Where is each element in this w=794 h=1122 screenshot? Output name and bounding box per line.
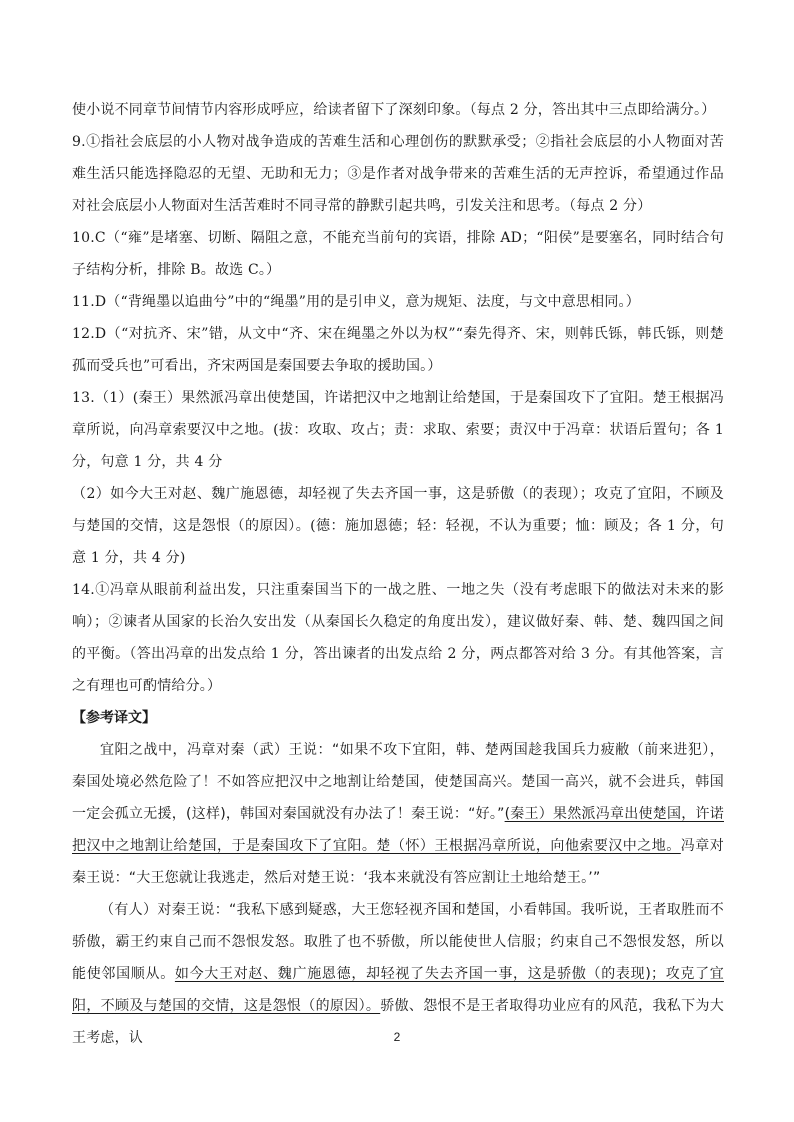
translation-p1-underlined: (秦王）果然派冯章出使楚国，许诺把汉中之地割让给楚国，于是秦国攻下了宜阳。楚（怀）王根据冯章所说，向他索要汉中之地。 — [72, 806, 724, 854]
translation-heading: 【参考译文】 — [72, 710, 156, 726]
answer-13-part-1: 13.（1）(秦王）果然派冯章出使楚国，许诺把汉中之地割让给楚国，于是秦国攻下了宜阳。楚王根据冯章所说，向冯章索要汉中之地。(拔：攻取、攻占；责：求取、索要；责汉中于冯章：状语后置句；各 1 分，句意 1 分，共 4 分 — [72, 390, 724, 470]
translation-p1-text-a: 宜阳之战中，冯章对秦（武）王说：“如果不攻下宜阳，韩、楚两国趁我国兵力疲敝（前来进犯），秦国处境必然危险了！不如答应把汉中之地割让给楚国，使楚国高兴。楚国一高兴，就不会进兵，韩国一定会孤立无援，(这样)，韩国对秦国就没有办法了！秦王说：“好。” — [72, 742, 724, 822]
document-body — [72, 94, 724, 1054]
page-number: 2 — [393, 1030, 401, 1044]
answer-12: 12.D（“对抗齐、宋”错，从文中“齐、宋在绳墨之外以为权”“秦先得齐、宋，则韩氏铄，韩氏铄，则楚孤而受兵也”可看出，齐宋两国是秦国要去争取的援助国。） — [72, 326, 724, 374]
translation-p2-text-a: （有人）对秦王说：“我私下感到疑惑，大王您轻视齐国和楚国，小看韩国。我听说，王者取胜而不骄傲，霸王约束自己而不怨恨发怒。取胜了也不骄傲，所以能使世人信服；约束自己不怨恨发怒，所以能使邻国顺从。 — [72, 902, 724, 982]
translation-paragraph-1 — [72, 734, 724, 894]
translation-p2-text-c: 骄傲、怨恨不是王者取得功业应有的风范，我私下为大王考虑，认 — [72, 998, 724, 1046]
answer-11: 11.D（“背绳墨以追曲兮”中的“绳墨”用的是引申义，意为规矩、法度，与文中意思相同。） — [72, 294, 640, 310]
answer-10: 10.C（“雍”是堵塞、切断、隔阻之意，不能充当前句的宾语，排除 AD；“阳侯”是要塞名，同时结合句子结构分析，排除 B。故选 C。） — [72, 230, 724, 278]
answer-13-part-2: （2）如今大王对赵、魏广施恩德，却轻视了失去齐国一事，这是骄傲（的表现）；攻克了宜阳，不顾及与楚国的交情，这是怨恨（的原因）。(德：施加恩德；轻：轻视，不认为重要；恤：顾及；各 1 分，句意 1 分，共 4 分) — [72, 486, 724, 566]
answer-9: 9.①指社会底层的小人物对战争造成的苦难生活和心理创伤的默默承受；②指社会底层的小人物面对苦难生活只能选择隐忍的无望、无助和无力；③是作者对战争带来的苦难生活的无声控诉，希望通过作品对社会底层小人物面对生活苦难时不同寻常的静默引起共鸣，引发关注和思考。（每点 2 分） — [72, 134, 724, 214]
translation-p2-underlined: 如今大王对赵、魏广施恩德，却轻视了失去齐国一事，这是骄傲（的表现)；攻克了宜阳，不顾及与楚国的交情，这是怨恨（的原因）。 — [72, 966, 724, 1014]
answer-continuation: 使小说不同章节间情节内容形成呼应，给读者留下了深刻印象。（每点 2 分，答出其中三点即给满分。） — [72, 102, 716, 118]
answer-14: 14.①冯章从眼前利益出发，只注重秦国当下的一战之胜、一地之失（没有考虑眼下的做法对未来的影响）；②谏者从国家的长治久安出发（从秦国长久稳定的角度出发），建议做好秦、韩、楚、魏四国之间的平衡。（答出冯章的出发点给 1 分，答出谏者的出发点给 2 分，两点都答对给 3 分。有其他答案，言之有理也可酌情给分。） — [72, 582, 724, 694]
translation-p1-text-c: 冯章对秦王说：“大王您就让我逃走，然后对楚王说：‘我本来就没有答应割让土地给楚王。’” — [72, 838, 724, 886]
